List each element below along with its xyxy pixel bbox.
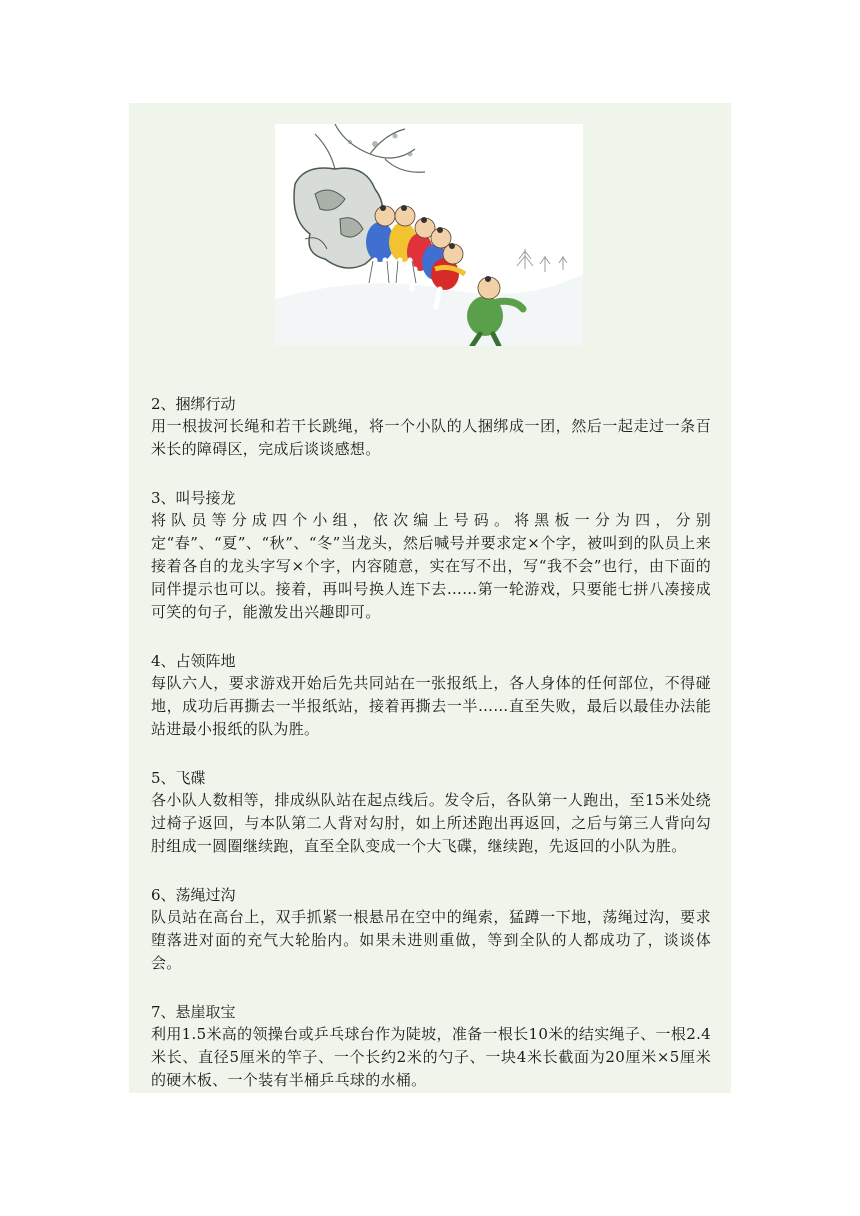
section-body: 各小队人数相等，排成纵队站在起点线后。发令后，各队第一人跑出，至15米处绕过椅子返回，与本队第二人背对勾肘，如上所述跑出再返回，之后与第三人背向勾肘组成一圆圈继续跑，直至全队变成一个大飞碟，继续跑，先返回的小队为胜。	[151, 791, 711, 855]
section-title: 3、叫号接龙	[151, 489, 236, 507]
activity-section	[151, 487, 711, 624]
document-panel	[129, 103, 731, 1093]
section-body: 队员站在高台上，双手抓紧一根悬吊在空中的绳索，猛蹲一下地，荡绳过沟，要求堕落进对面的充气大轮胎内。如果未进则重做，等到全队的人都成功了，谈谈体会。	[151, 908, 711, 972]
activity-section	[151, 393, 711, 461]
activity-list	[151, 393, 711, 1118]
section-title: 7、悬崖取宝	[151, 1003, 236, 1021]
section-body: 利用1.5米高的领操台或乒乓球台作为陡坡，准备一根长10米的结实绳子、一根2.4米长、直径5厘米的竿子、一个长约2米的勺子、一块4米长截面为20厘米×5厘米的硬木板、一个装有半桶乒乓球的水桶。	[151, 1025, 711, 1089]
activity-section	[151, 767, 711, 858]
section-body: 每队六人，要求游戏开始后先共同站在一张报纸上，各人身体的任何部位，不得碰地，成功后再撕去一半报纸站，接着再撕去一半……直至失败，最后以最佳办法能站进最小报纸的队为胜。	[151, 674, 711, 738]
section-title: 2、捆绑行动	[151, 395, 236, 413]
section-title: 6、荡绳过沟	[151, 886, 236, 904]
section-body: 用一根拔河长绳和若干长跳绳，将一个小队的人捆绑成一团，然后一起走过一条百米长的障碍区，完成后谈谈感想。	[151, 417, 711, 458]
children-playing-dragon-game-illustration	[275, 124, 583, 346]
activity-section	[151, 650, 711, 741]
section-title: 4、占领阵地	[151, 652, 236, 670]
activity-section	[151, 884, 711, 975]
activity-section	[151, 1001, 711, 1092]
section-title: 5、飞碟	[151, 769, 206, 787]
section-body: 将队员等分成四个小组，依次编上号码。将黑板一分为四，分别定“春”、“夏”、“秋”、“冬”当龙头，然后喊号并要求定×个字，被叫到的队员上来接着各自的龙头字写×个字，内容随意，实在写不出，写“我不会”也行，由下面的同伴提示也可以。接着，再叫号换人连下去……第一轮游戏，只要能七拼八凑接成可笑的句子，能激发出兴趣即可。	[151, 511, 711, 621]
children-playing-illustration	[275, 124, 583, 346]
